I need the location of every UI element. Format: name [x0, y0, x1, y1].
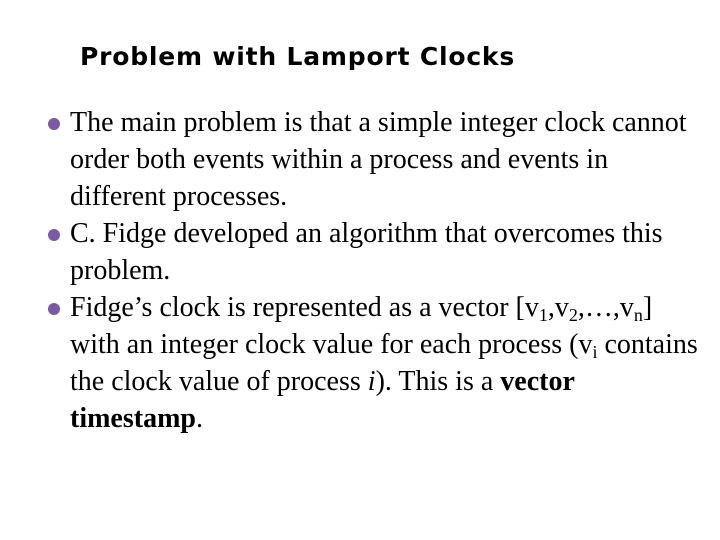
- text-segment: .: [195, 403, 203, 434]
- text-segment: ,v: [547, 292, 569, 323]
- subscript: 2: [568, 305, 578, 325]
- bullet-text: C. Fidge developed an algorithm that overcomes this problem.: [70, 218, 663, 286]
- bullet-item: [48, 289, 708, 437]
- italic-text: i: [367, 366, 376, 397]
- text-segment: ] with an integer clock value for each process (v: [70, 292, 653, 360]
- subscript: i: [592, 342, 598, 362]
- text-segment: contains the clock value of process: [70, 329, 698, 397]
- subscript: 1: [538, 305, 548, 325]
- bullet-text: [70, 289, 708, 437]
- slide-title: Problem with Lamport Clocks: [80, 42, 516, 71]
- bullet-item: [48, 215, 708, 289]
- bullet-dot-icon: [48, 229, 60, 241]
- bullet-text: The main problem is that a simple integer clock cannot order both events within a process and events in different processes.: [70, 107, 687, 212]
- bullet-dot-icon: [48, 118, 60, 130]
- text-segment: ). This is a: [375, 366, 501, 397]
- bold-term: vector timestamp: [70, 366, 575, 434]
- text-segment: ,…,v: [577, 292, 634, 323]
- bullet-list: [48, 104, 708, 437]
- text-segment: Fidge’s clock is represented as a vector [v: [70, 292, 539, 323]
- bullet-dot-icon: [48, 303, 60, 315]
- bullet-item: [48, 104, 708, 215]
- subscript: n: [633, 305, 643, 325]
